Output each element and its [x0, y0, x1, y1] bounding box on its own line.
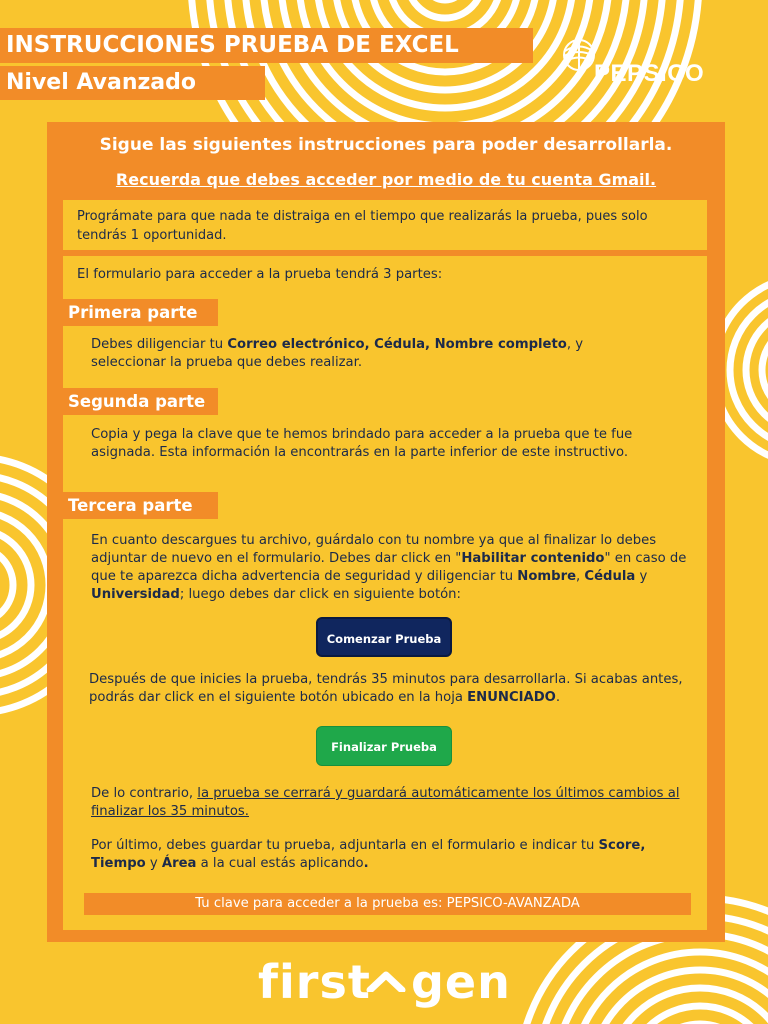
otherwise-text — [91, 785, 689, 821]
part-first-fields: Correo electrónico, Cédula, Nombre completo — [227, 337, 567, 352]
part-third-text-2: " en caso de que te aparezca dicha advertencia de seguridad y diligenciar tu — [91, 551, 687, 584]
otherwise-text-1: De lo contrario, — [91, 786, 198, 801]
page-subtitle: Nivel Avanzado — [0, 66, 265, 100]
after-start-text — [89, 671, 687, 707]
page-title: INSTRUCCIONES PRUEBA DE EXCEL — [0, 28, 533, 63]
part-first-text — [91, 336, 661, 372]
last-step-text-3: a la cual estás aplicando — [196, 856, 364, 871]
part-third-id: Cédula — [584, 569, 636, 584]
auto-close-warning: la prueba se cerrará y guardará automáticamente los últimos cambios al finalizar los 35 minutos. — [91, 786, 680, 819]
part-label-second: Segunda parte — [63, 388, 218, 415]
part-label-first: Primera parte — [63, 299, 218, 326]
instructions-body — [63, 256, 707, 930]
part-third-text-3: , — [576, 569, 585, 584]
notice-box — [63, 200, 707, 250]
part-third-name: Nombre — [517, 569, 577, 584]
firstgen-logo — [258, 955, 518, 1011]
access-key-bar: Tu clave para acceder a la prueba es: PEPSICO-AVANZADA — [84, 893, 691, 915]
part-label-third: Tercera parte — [63, 492, 218, 519]
pepsico-wordmark: PEPSICO — [594, 60, 705, 87]
part-second-text: Copia y pega la clave que te hemos brindado para acceder a la prueba que te fue asignada. Esta información la encontrarás en la parte inferior de este instructivo. — [91, 427, 633, 460]
last-step-text-1: Por último, debes guardar tu prueba, adjuntarla en el formulario e indicar tu — [91, 838, 599, 853]
part-third-text-5: ; luego debes dar click en siguiente botón: — [179, 587, 461, 602]
instructions-card — [47, 122, 725, 942]
notice-text: Prográmate para que nada te distraiga en el tiempo que realizarás la prueba, pues solo tendrás 1 oportunidad. — [77, 209, 648, 243]
last-step-score-time: Score, Tiempo — [91, 838, 646, 871]
after-start-text-2: . — [555, 690, 561, 705]
gmail-reminder: Recuerda que debes acceder por medio de tu cuenta Gmail. — [115, 170, 657, 189]
card-heading: Sigue las siguientes instrucciones para poder desarrollarla. — [99, 135, 673, 155]
part-third-enable-content: Habilitar contenido — [461, 551, 605, 566]
part-first-text-1: Debes diligenciar tu — [91, 337, 228, 352]
part-third-text-4: y — [635, 569, 648, 584]
last-step-area: Área — [161, 856, 197, 871]
part-third-text — [91, 532, 691, 604]
finish-test-button[interactable]: Finalizar Prueba — [316, 726, 452, 766]
pepsico-logo — [562, 38, 742, 88]
firstgen-gen-text: gen — [411, 955, 511, 1009]
part-first-text-2: , y seleccionar la prueba que debes realizar. — [91, 337, 584, 370]
pepsico-globe-icon — [562, 38, 596, 72]
last-step-text — [91, 837, 689, 873]
after-start-text-1: Después de que inicies la prueba, tendrás 35 minutos para desarrollarla. Si acabas antes, podrás dar click en el siguiente botón ubicado en la hoja — [89, 672, 683, 705]
chevron-up-icon — [366, 970, 406, 992]
form-intro: El formulario para acceder a la prueba tendrá 3 partes: — [77, 267, 443, 282]
start-test-button[interactable]: Comenzar Prueba — [316, 617, 452, 657]
part-third-text-1: En cuanto descargues tu archivo, guárdalo con tu nombre ya que al finalizar lo debes adjuntar de nuevo en el formulario. Debes dar click en " — [91, 533, 657, 566]
firstgen-first-text: first — [258, 955, 371, 1009]
after-start-sheet-name: ENUNCIADO — [467, 690, 556, 705]
part-third-university: Universidad — [91, 587, 180, 602]
last-step-text-2: y — [145, 856, 162, 871]
last-step-period: . — [363, 856, 369, 871]
